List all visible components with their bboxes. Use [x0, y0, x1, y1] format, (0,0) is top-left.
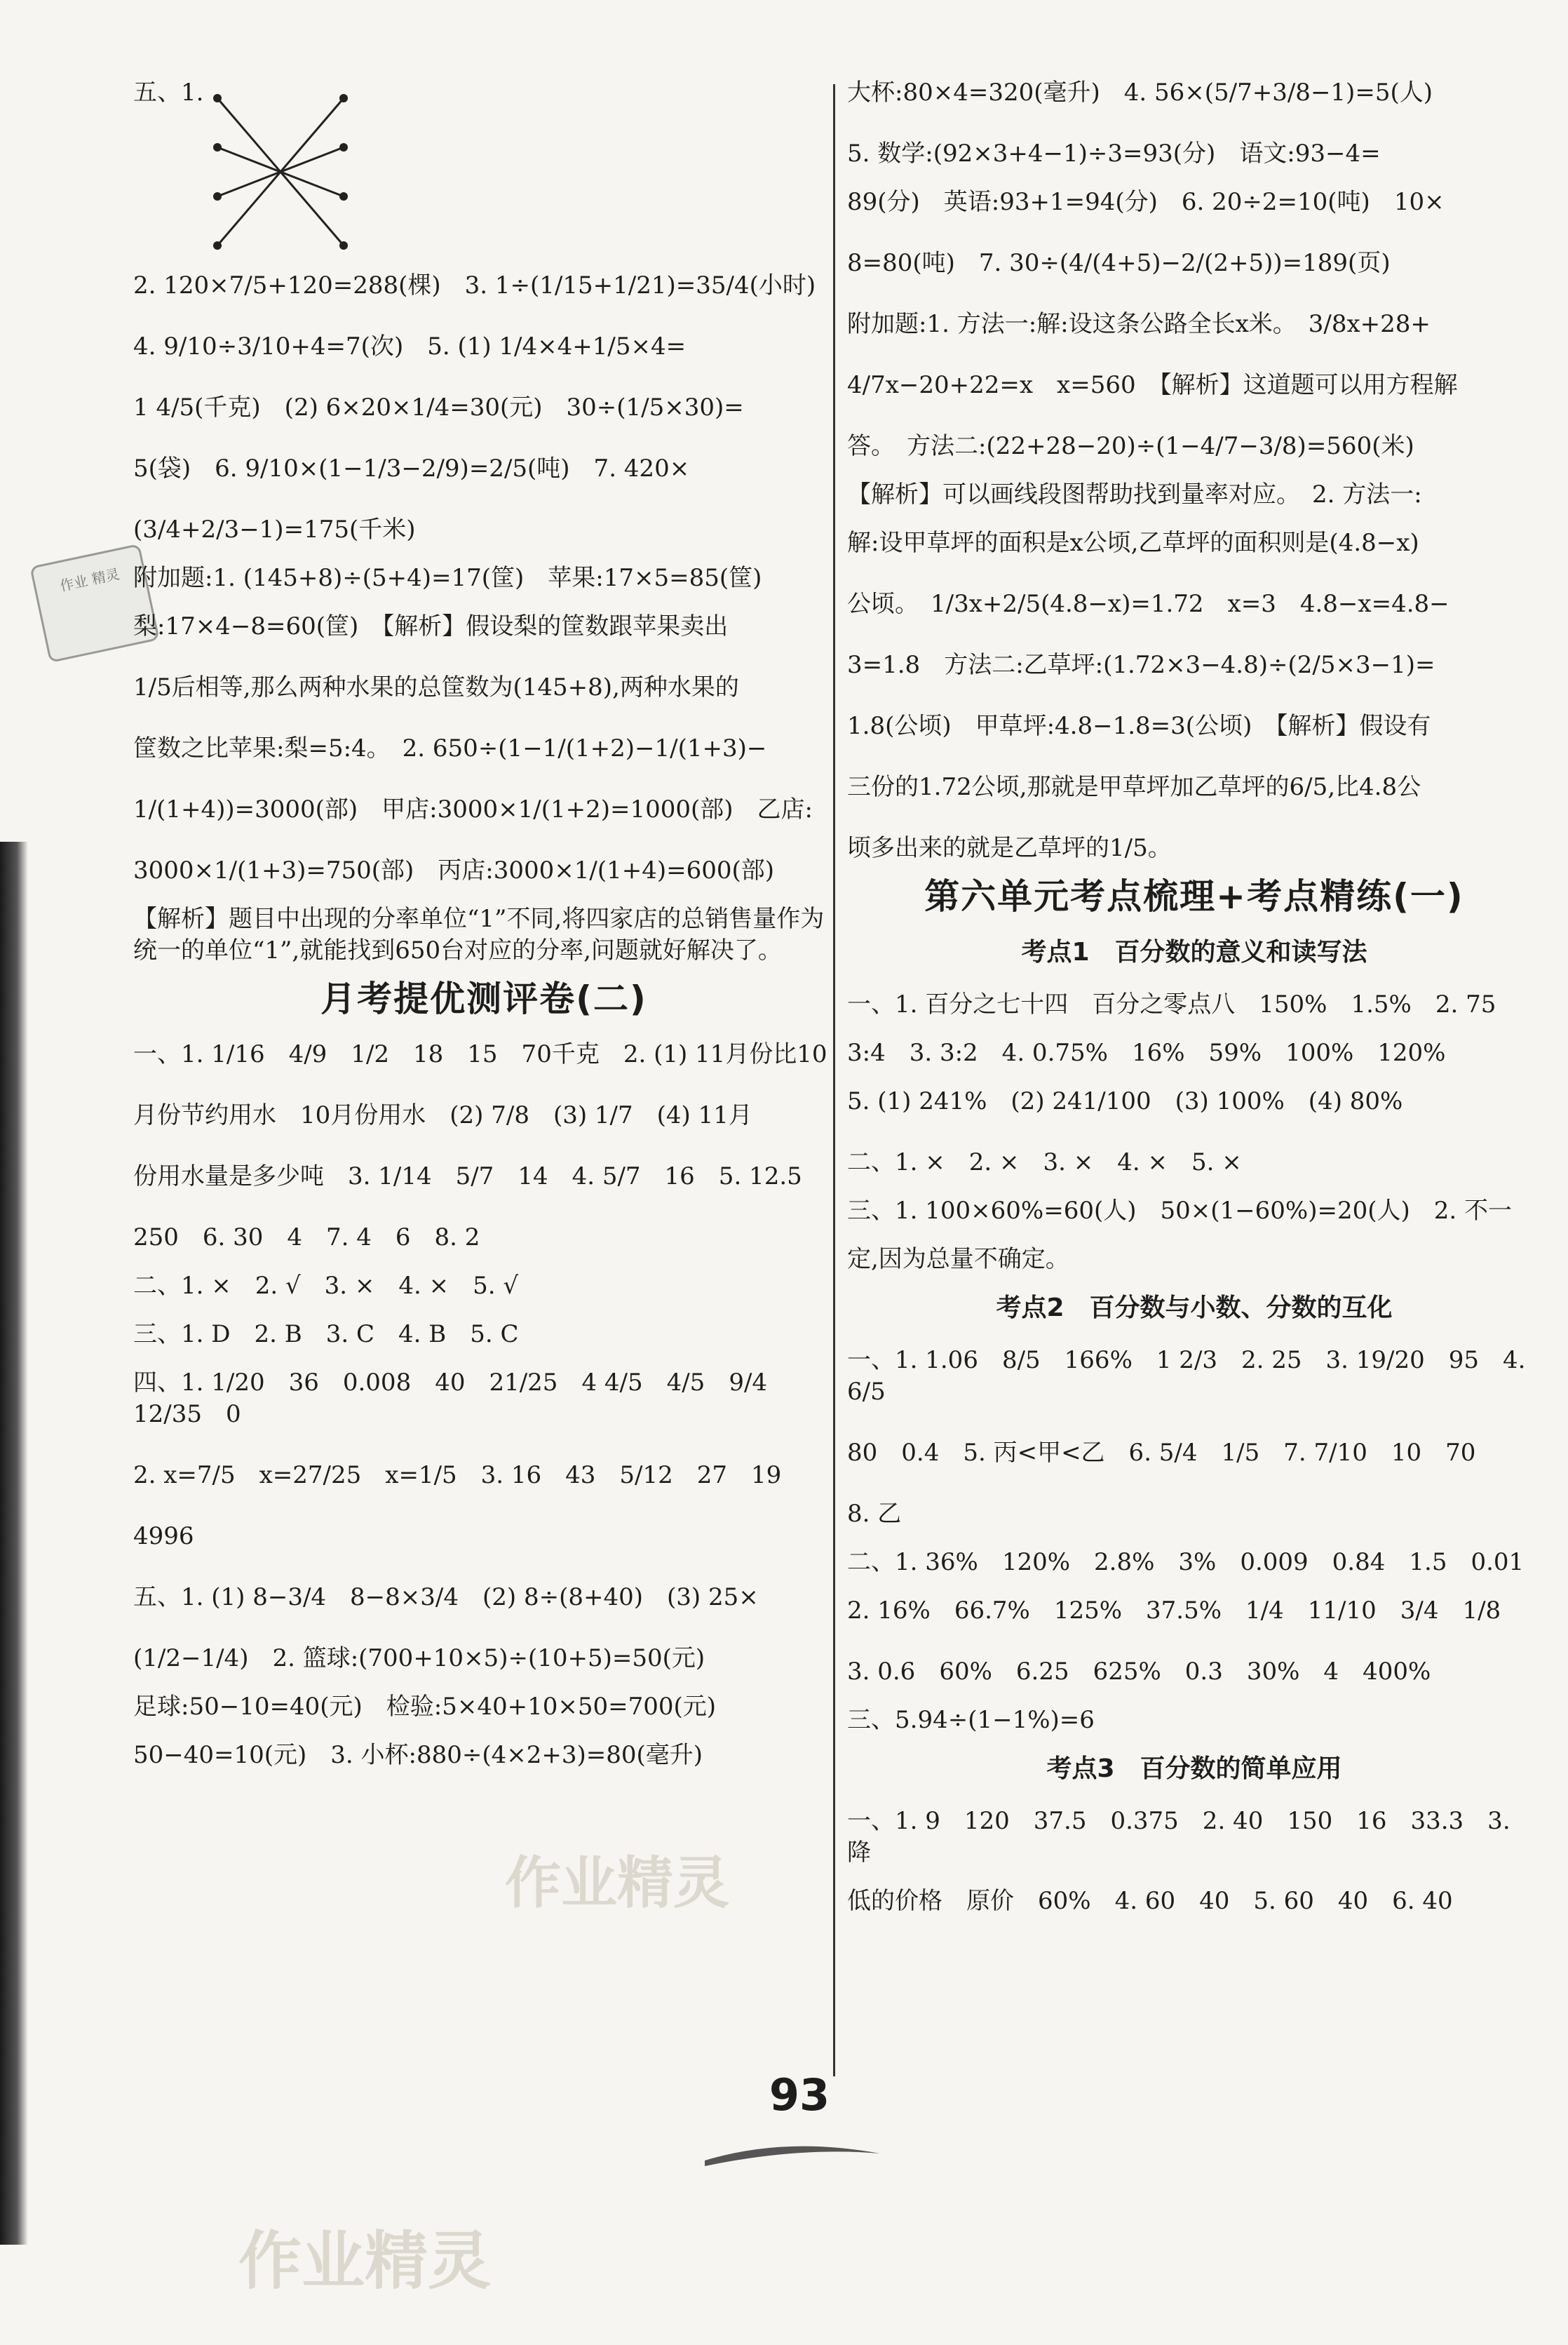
kp2-line: 一、1. 1.06 8/5 166% 1 2/3 2. 25 3. 19/20 95 4. 6/5 [847, 1346, 1526, 1406]
test-line: 份用水量是多少吨 3. 1/14 5/7 14 4. 5/7 16 5. 12.5 [133, 1162, 802, 1190]
section-title: 月考提优测评卷(二) [320, 979, 647, 1019]
right-line: 5. 数学:(92×3+4−1)÷3=93(分) 语文:93−4= [847, 140, 1381, 168]
test-line: 二、1. × 2. √ 3. × 4. × 5. √ [133, 1272, 519, 1300]
left-line: 2. 120×7/5+120=288(棵) 3. 1÷(1/15+1/21)=35/4(小时) [133, 271, 816, 300]
right-line: 解:设甲草坪的面积是x公顷,乙草坪的面积则是(4.8−x) [847, 529, 1419, 557]
right-line: 【解析】可以画线段图帮助找到量率对应。 2. 方法一: [847, 481, 1422, 509]
right-column [847, 77, 1541, 1934]
left-line: 梨:17×4−8=60(筐) 【解析】假设梨的筐数跟苹果卖出 [133, 612, 729, 640]
right-line: 8=80(吨) 7. 30÷(4/(4+5)−2/(2+5))=189(页) [847, 249, 1391, 277]
kp3-title: 考点3 百分数的简单应用 [1046, 1754, 1342, 1783]
right-line: 附加题:1. 方法一:解:设这条公路全长x米。 3/8x+28+ [847, 310, 1431, 338]
right-line: 4/7x−20+22=x x=560 【解析】这道题可以用方程解 [847, 371, 1458, 399]
right-line: 三份的1.72公顷,那就是甲草坪加乙草坪的6/5,比4.8公 [847, 773, 1421, 801]
right-line: 答。 方法二:(22+28−20)÷(1−4/7−3/8)=560(米) [847, 432, 1414, 460]
left-line: 筐数之比苹果:梨=5:4。 2. 650÷(1−1/(1+2)−1/(1+3)− [133, 734, 767, 762]
test-line: 4996 [133, 1522, 194, 1550]
left-line: 4. 9/10÷3/10+4=7(次) 5. (1) 1/4×4+1/5×4= [133, 332, 687, 361]
right-line: 89(分) 英语:93+1=94(分) 6. 20÷2=10(吨) 10× [847, 188, 1445, 216]
test-line: (1/2−1/4) 2. 篮球:(700+10×5)÷(10+5)=50(元) [133, 1644, 705, 1672]
left-line: 1/5后相等,那么两种水果的总筐数为(145+8),两种水果的 [133, 673, 739, 701]
test-line: 250 6. 30 4 7. 4 6 8. 2 [133, 1223, 480, 1251]
left-line: 附加题:1. (145+8)÷(5+4)=17(筐) 苹果:17×5=85(筐) [133, 564, 762, 592]
stamp: 作业 精灵 [29, 544, 160, 663]
kp3-line: 低的价格 原价 60% 4. 60 40 5. 60 40 6. 40 [847, 1887, 1453, 1915]
right-line: 3=1.8 方法二:乙草坪:(1.72×3−4.8)÷(2/5×3−1)= [847, 651, 1435, 679]
kp1-line: 定,因为总量不确定。 [847, 1245, 1069, 1273]
binding-shadow [0, 842, 28, 2245]
kp2-line: 8. 乙 [847, 1500, 902, 1528]
kp2-line: 2. 16% 66.7% 125% 37.5% 1/4 11/10 3/4 1/8 [847, 1597, 1501, 1625]
kp1-line: 3:4 3. 3:2 4. 0.75% 16% 59% 100% 120% [847, 1039, 1446, 1067]
page-number-swoosh [701, 2132, 884, 2175]
test-line: 四、1. 1/20 36 0.008 40 21/25 4 4/5 4/5 9/4 12/35 0 [133, 1369, 792, 1428]
right-line: 大杯:80×4=320(毫升) 4. 56×(5/7+3/8−1)=5(人) [847, 79, 1433, 107]
section-5-label: 五、1. [133, 79, 204, 107]
watermark: 作业精灵 [505, 1850, 729, 1916]
kp1-line: 二、1. × 2. × 3. × 4. × 5. × [847, 1148, 1242, 1176]
kp2-line: 二、1. 36% 120% 2.8% 3% 0.009 0.84 1.5 0.01 [847, 1548, 1525, 1576]
kp2-line: 三、5.94÷(1−1%)=6 [847, 1706, 1095, 1734]
analysis-paragraph: 【解析】题目中出现的分率单位“1”不同,将四家店的总销售量作为统一的单位“1”,就能找到650台对应的分率,问题就好解决了。 [133, 905, 825, 965]
kp2-title: 考点2 百分数与小数、分数的互化 [996, 1294, 1393, 1322]
left-line: 1 4/5(千克) (2) 6×20×1/4=30(元) 30÷(1/5×30)= [133, 394, 744, 422]
right-line: 1.8(公顷) 甲草坪:4.8−1.8=3(公顷) 【解析】假设有 [847, 712, 1431, 740]
test-line: 月份节约用水 10月份用水 (2) 7/8 (3) 1/7 (4) 11月 [133, 1101, 752, 1129]
left-line: 5(袋) 6. 9/10×(1−1/3−2/9)=2/5(吨) 7. 420× [133, 455, 690, 483]
test-line: 足球:50−10=40(元) 检验:5×40+10×50=700(元) [133, 1693, 717, 1721]
test-line: 2. x=7/5 x=27/25 x=1/5 3. 16 43 5/12 27 19 [133, 1461, 782, 1489]
kp2-line: 3. 0.6 60% 6.25 625% 0.3 30% 4 400% [847, 1658, 1431, 1686]
kp1-title: 考点1 百分数的意义和读写法 [1021, 938, 1367, 967]
kp3-line: 一、1. 9 120 37.5 0.375 2. 40 150 16 33.3 3. 降 [847, 1807, 1510, 1867]
right-line: 公顷。 1/3x+2/5(4.8−x)=1.72 x=3 4.8−x=4.8− [847, 590, 1449, 618]
page-number: 93 [769, 2069, 830, 2121]
kp1-line: 一、1. 百分之七十四 百分之零点八 150% 1.5% 2. 75 [847, 990, 1496, 1019]
test-line: 一、1. 1/16 4/9 1/2 18 15 70千克 2. (1) 11月份比10 [133, 1040, 827, 1068]
watermark: 作业精灵 [238, 2224, 491, 2298]
kp1-line: 5. (1) 241% (2) 241/100 (3) 100% (4) 80% [847, 1087, 1403, 1115]
right-line: 顷多出来的就是乙草坪的1/5。 [847, 834, 1172, 862]
kp2-line: 80 0.4 5. 丙<甲<乙 6. 5/4 1/5 7. 7/10 10 70 [847, 1439, 1476, 1467]
unit-title: 第六单元考点梳理+考点精练(一) [924, 876, 1464, 917]
kp1-line: 三、1. 100×60%=60(人) 50×(1−60%)=20(人) 2. 不一 [847, 1197, 1512, 1225]
test-line: 50−40=10(元) 3. 小杯:880÷(4×2+3)=80(毫升) [133, 1741, 703, 1769]
test-line: 三、1. D 2. B 3. C 4. B 5. C [133, 1320, 519, 1348]
left-column [133, 77, 834, 1788]
test-line: 五、1. (1) 8−3/4 8−8×3/4 (2) 8÷(8+40) (3) 25× [133, 1583, 759, 1611]
left-line: (3/4+2/3−1)=175(千米) [133, 516, 416, 544]
left-line: 1/(1+4))=3000(部) 甲店:3000×1/(1+2)=1000(部) 乙店: [133, 795, 813, 824]
left-line: 3000×1/(1+3)=750(部) 丙店:3000×1/(1+4)=600(部) [133, 856, 775, 885]
